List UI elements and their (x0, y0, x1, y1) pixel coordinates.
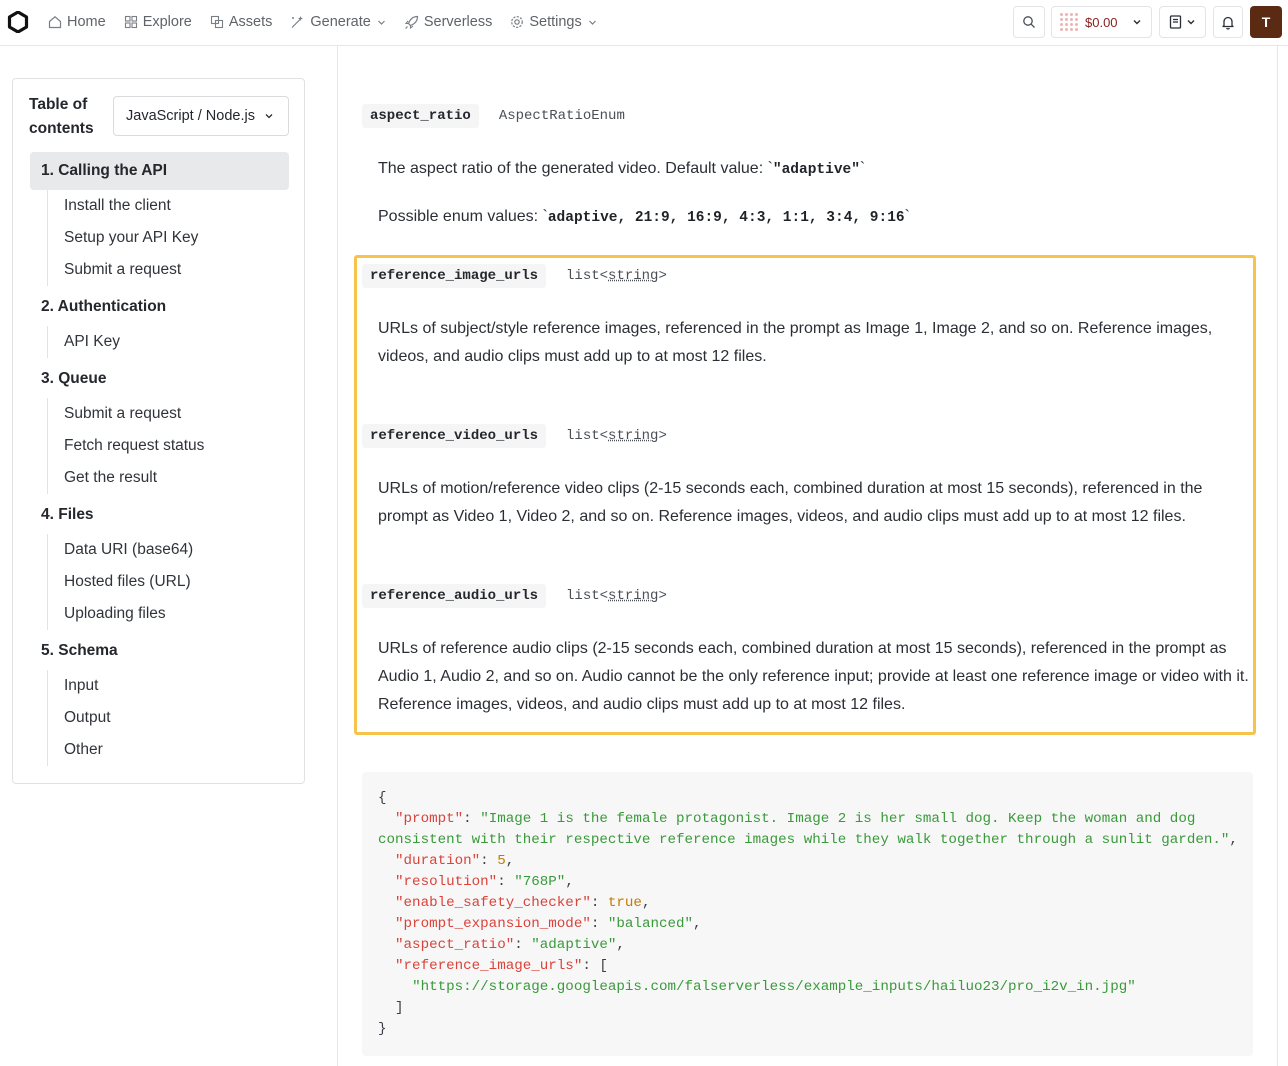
json-example: { "prompt": "Image 1 is the female protagonist. Image 2 is her small dog. Keep the woman and dog consistent with their respective reference images while they walk together through a sunlit garden.", "duration": 5, "resolution": "768P", "enable_safety_checker": true, "prompt_expansion_mode": "balanced", "aspect_ratio": "adaptive", "reference_image_urls": [ "https://storage.googleapis.com/falserverless/example_inputs/hailuo23/pro_i2v_in.jpg" ] } (378, 790, 1238, 1037)
toc-item-install-client[interactable]: Install the client (64, 197, 171, 214)
code-example-block (362, 772, 1253, 1056)
param-type: list<string> (566, 428, 667, 444)
nav-serverless[interactable] (404, 14, 493, 30)
content-divider-right (1277, 46, 1278, 1066)
docs-dropdown[interactable] (1159, 6, 1206, 38)
table-of-contents (12, 78, 305, 784)
chevron-down-icon (1186, 17, 1196, 27)
desc-text: Possible enum values: ` (378, 208, 548, 225)
nav-assets-label: Assets (228, 14, 273, 30)
chevron-down-icon (264, 111, 274, 121)
chevron-down-icon (588, 18, 597, 27)
enum-values: adaptive, 21:9, 16:9, 4:3, 1:1, 3:4, 9:16 (547, 210, 905, 226)
param-reference-image-urls (362, 263, 667, 289)
toc-item-uploading-files[interactable]: Uploading files (64, 605, 166, 622)
toc-item-data-uri[interactable]: Data URI (base64) (64, 541, 194, 558)
nav-assets[interactable] (210, 14, 273, 30)
param-reference-video-urls (362, 423, 667, 449)
param-type: list<string> (566, 588, 667, 604)
toc-section-schema[interactable]: 5. Schema (41, 642, 118, 659)
toc-item-fetch-status[interactable]: Fetch request status (64, 437, 205, 454)
toc-section-calling-the-api[interactable]: 1. Calling the API (30, 152, 289, 190)
param-description: URLs of reference audio clips (2-15 seconds each, combined duration at most 15 seconds), referenced in the prompt as Audio 1, Audio 2, and so on. Audio cannot be the only reference input; provide at least one reference image or video with it. Reference images, videos, and audio clips must add up to at most 12 files. (378, 640, 1249, 713)
home-icon (48, 15, 62, 29)
default-value: "adaptive" (772, 162, 860, 178)
nav-home[interactable] (48, 14, 106, 30)
credits-balance: $0.00 (1085, 14, 1118, 30)
content-divider-left (337, 46, 338, 1066)
toc-item-hosted-files[interactable]: Hosted files (URL) (64, 573, 191, 590)
document-icon (1169, 15, 1182, 29)
param-description (378, 155, 1258, 184)
desc-text: ` (859, 160, 866, 177)
nav-settings[interactable] (510, 14, 596, 30)
nav-generate[interactable] (290, 14, 385, 30)
search-button[interactable] (1013, 6, 1045, 38)
chevron-down-icon (1132, 17, 1142, 27)
param-name: reference_image_urls (362, 264, 546, 288)
param-aspect-ratio (362, 103, 625, 129)
top-navigation-bar (0, 0, 1288, 46)
param-enum-values (378, 203, 1258, 232)
toc-section-queue[interactable]: 3. Queue (41, 370, 107, 387)
toc-subsection-group (47, 670, 111, 766)
desc-text: ` (904, 208, 910, 225)
notifications-button[interactable] (1213, 6, 1243, 38)
param-name: aspect_ratio (362, 104, 479, 128)
language-select-value: JavaScript / Node.js (126, 108, 255, 124)
credits-dropdown[interactable] (1051, 6, 1152, 38)
grid-icon (124, 15, 138, 29)
nav-explore[interactable] (124, 14, 192, 30)
param-type: AspectRatioEnum (498, 108, 625, 124)
toc-subsection-group (47, 534, 193, 630)
magic-wand-icon (290, 15, 305, 29)
nav-generate-label: Generate (310, 14, 371, 30)
toc-item-other[interactable]: Other (64, 741, 103, 758)
nav-serverless-label: Serverless (423, 14, 493, 30)
toc-item-setup-api-key[interactable]: Setup your API Key (64, 229, 199, 246)
toc-item-output[interactable]: Output (64, 709, 111, 726)
param-name: reference_video_urls (362, 424, 546, 448)
toc-item-get-result[interactable]: Get the result (64, 469, 158, 486)
toc-section-authentication[interactable]: 2. Authentication (41, 298, 167, 315)
rocket-icon (404, 15, 419, 30)
nav-settings-label: Settings (529, 14, 582, 30)
param-description: URLs of motion/reference video clips (2-15 seconds each, combined duration at most 15 seconds), referenced in the prompt as Video 1, Video 2, and so on. Reference images, videos, and audio clips must add up to at most 12 files. (378, 480, 1203, 525)
param-reference-audio-urls (362, 583, 667, 609)
assets-icon (210, 15, 224, 29)
toc-subsection-group (47, 190, 198, 286)
toc-item-api-key[interactable]: API Key (64, 333, 120, 350)
search-icon (1022, 15, 1036, 29)
bell-icon (1221, 15, 1235, 30)
toc-title: Table of contents (29, 96, 94, 137)
toc-item-input[interactable]: Input (64, 677, 99, 694)
user-avatar[interactable]: T (1250, 6, 1282, 38)
nav-explore-label: Explore (142, 14, 192, 30)
nav-home-label: Home (67, 14, 106, 30)
chevron-down-icon (377, 18, 386, 27)
main-nav (48, 0, 615, 44)
desc-text: The aspect ratio of the generated video. Default value: ` (378, 160, 773, 177)
param-type: list<string> (566, 268, 667, 284)
toc-subsection-group (47, 326, 120, 358)
toc-item-submit-request[interactable]: Submit a request (64, 261, 182, 278)
toc-subsection-group (47, 398, 204, 494)
language-select[interactable] (113, 96, 289, 136)
toc-section-files[interactable]: 4. Files (41, 506, 94, 523)
app-logo-icon[interactable] (7, 11, 29, 33)
toc-item-queue-submit[interactable]: Submit a request (64, 405, 182, 422)
param-description: URLs of subject/style reference images, referenced in the prompt as Image 1, Image 2, and so on. Reference images, videos, and audio clips must add up to at most 12 files. (378, 320, 1213, 365)
gear-icon (510, 15, 524, 29)
param-name: reference_audio_urls (362, 584, 546, 608)
credits-icon (1060, 13, 1078, 31)
